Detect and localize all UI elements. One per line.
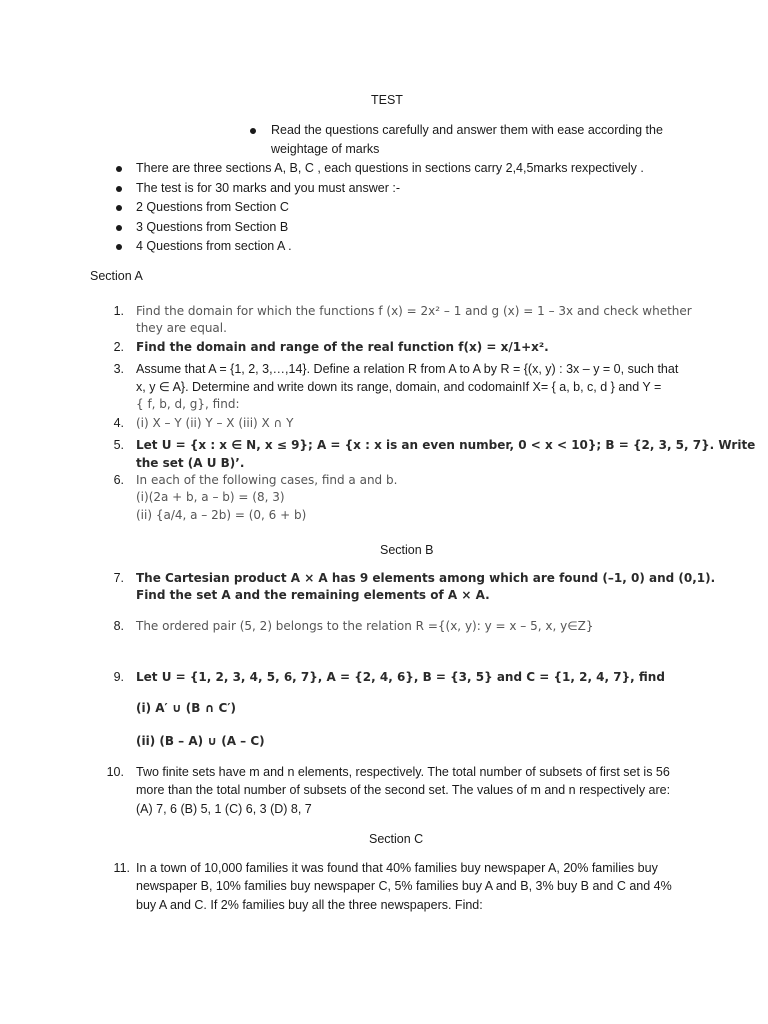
- question-text: they are equal.: [136, 321, 227, 335]
- question-subpart: (ii) (B – A) ∪ (A – C): [136, 734, 265, 748]
- question-number: 7.: [113, 571, 124, 585]
- question-text: buy A and C. If 2% families buy all the three newspapers. Find:: [136, 898, 483, 912]
- bullet-icon: [250, 128, 256, 134]
- instruction-line: There are three sections A, B, C , each questions in sections carry 2,4,5marks rexpectively .: [136, 161, 644, 175]
- section-c-heading: Section C: [369, 832, 424, 846]
- question-text: { f, b, d, g}, find:: [136, 397, 240, 411]
- question-text: (i)(2a + b, a – b) = (8, 3): [136, 490, 285, 504]
- question-number: 11.: [113, 861, 130, 875]
- question-text: (ii) {a/4, a – 2b) = (0, 6 + b): [136, 508, 307, 522]
- instruction-line: 2 Questions from Section C: [136, 200, 289, 214]
- instruction-line: Read the questions carefully and answer them with ease according the: [271, 123, 663, 137]
- instruction-line: 4 Questions from section A .: [136, 239, 292, 253]
- question-text: The Cartesian product A × A has 9 elements among which are found (–1, 0) and (0,1).: [136, 571, 716, 585]
- question-text: Assume that A = {1, 2, 3,…,14}. Define a relation R from A to A by R = {(x, y) : 3x – y = 0, such that: [136, 362, 679, 376]
- question-text: Find the set A and the remaining elements of A × A.: [136, 588, 490, 602]
- page-title: TEST: [371, 93, 403, 107]
- question-number: 4.: [113, 416, 124, 430]
- instruction-line: The test is for 30 marks and you must answer :-: [136, 181, 400, 195]
- question-subpart: (i) A′ ∪ (B ∩ C′): [136, 701, 236, 715]
- question-number: 1.: [113, 304, 124, 318]
- bullet-icon: [116, 244, 122, 250]
- bullet-icon: [116, 186, 122, 192]
- question-text: The ordered pair (5, 2) belongs to the relation R ={(x, y): y = x – 5, x, y∈Z}: [136, 619, 594, 633]
- question-text: Find the domain and range of the real function f(x) = x/1+x².: [136, 340, 549, 354]
- question-text: more than the total number of subsets of the second set. The values of m and n respectively are:: [136, 783, 671, 797]
- question-number: 6.: [113, 473, 124, 487]
- section-a-heading: Section A: [90, 269, 143, 283]
- bullet-icon: [116, 225, 122, 231]
- question-number: 9.: [113, 670, 124, 684]
- question-text: Let U = {x : x ∈ N, x ≤ 9}; A = {x : x is an even number, 0 < x < 10}; B = {2, 3, 5, 7}. Write: [136, 438, 756, 452]
- bullet-icon: [116, 205, 122, 211]
- question-number: 8.: [113, 619, 124, 633]
- question-number: 2.: [113, 340, 124, 354]
- question-text: (A) 7, 6 (B) 5, 1 (C) 6, 3 (D) 8, 7: [136, 802, 312, 816]
- question-text: x, y ∈ A}. Determine and write down its range, domain, and codomainIf X= { a, b, c, d } and Y =: [136, 380, 662, 394]
- question-text: In each of the following cases, find a and b.: [136, 473, 398, 487]
- instruction-line: weightage of marks: [271, 142, 380, 156]
- question-text: Find the domain for which the functions f (x) = 2x² – 1 and g (x) = 1 – 3x and check whether: [136, 304, 692, 318]
- question-text: newspaper B, 10% families buy newspaper C, 5% families buy A and B, 3% buy B and C and 4%: [136, 879, 672, 893]
- question-text: Two finite sets have m and n elements, respectively. The total number of subsets of first set is 56: [136, 765, 670, 779]
- question-text: the set (A U B)’.: [136, 456, 245, 470]
- section-b-heading: Section B: [380, 543, 434, 557]
- question-text: In a town of 10,000 families it was found that 40% families buy newspaper A, 20% families buy: [136, 861, 658, 875]
- instruction-line: 3 Questions from Section B: [136, 220, 289, 234]
- question-text: Let U = {1, 2, 3, 4, 5, 6, 7}, A = {2, 4, 6}, B = {3, 5} and C = {1, 2, 4, 7}, find: [136, 670, 665, 684]
- bullet-icon: [116, 166, 122, 172]
- question-number: 10.: [106, 765, 124, 779]
- question-number: 3.: [113, 362, 124, 376]
- question-number: 5.: [113, 438, 124, 452]
- question-text: (i) X – Y (ii) Y – X (iii) X ∩ Y: [136, 416, 294, 430]
